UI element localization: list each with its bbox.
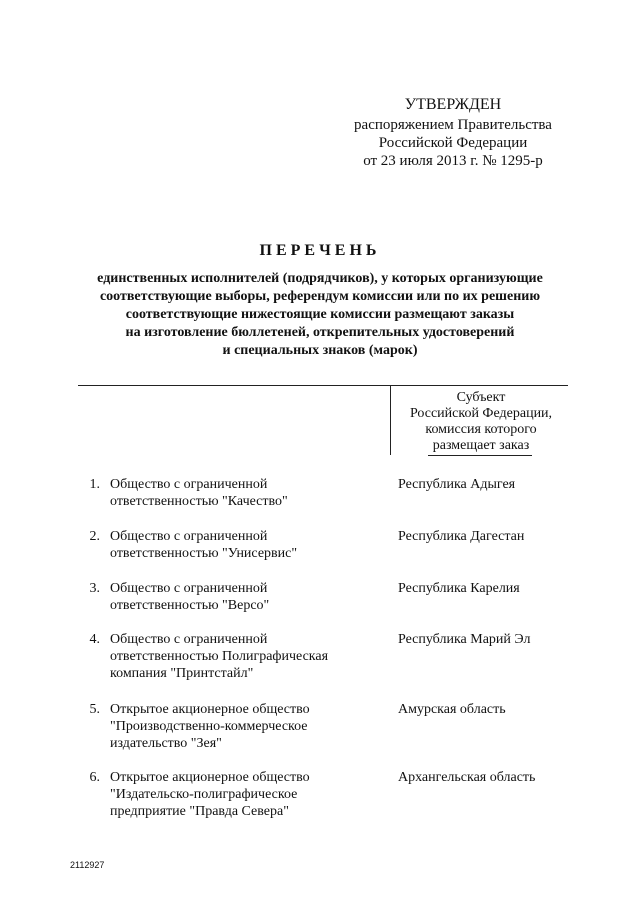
organization-line: Общество с ограниченной (110, 477, 268, 492)
approval-line-2: Российской Федерации (378, 135, 528, 151)
row-number: 3. (89, 581, 100, 596)
organization-name (110, 476, 385, 510)
table-column-divider (390, 385, 391, 455)
subtitle-line: соответствующие выборы, референдум комиссии или по их решению (99, 289, 541, 304)
subject-name: Республика Марий Эл (398, 632, 531, 647)
subtitle-line: и специальных знаков (марок) (222, 343, 418, 358)
subject-name: Амурская область (398, 702, 506, 717)
approval-block (330, 96, 576, 170)
row-number: 1. (89, 477, 100, 492)
column-header-line: размещает заказ (432, 438, 530, 453)
approval-line-1: распоряжением Правительства (354, 117, 552, 133)
organization-line: ответственностью Полиграфическая (110, 649, 329, 664)
subject-name: Архангельская область (398, 770, 536, 785)
organization-name (110, 528, 385, 562)
document-title: ПЕРЕЧЕНЬ (259, 242, 381, 259)
column-header-line: Российской Федерации, (409, 406, 553, 421)
organization-name (110, 769, 385, 820)
column-header-line: Субъект (456, 390, 506, 405)
row-number: 5. (89, 702, 100, 717)
subject-name: Республика Карелия (398, 581, 520, 596)
organization-line: Открытое акционерное общество (110, 702, 310, 717)
subject-name: Республика Адыгея (398, 477, 516, 492)
organization-line: Открытое акционерное общество (110, 770, 310, 785)
subtitle-line: на изготовление бюллетеней, открепительных удостоверений (125, 325, 515, 340)
organization-line: "Издательско-полиграфическое (110, 787, 298, 802)
row-number: 6. (89, 770, 100, 785)
organization-line: компания "Принтстайл" (110, 666, 254, 681)
organization-line: "Производственно-коммерческое (110, 719, 308, 734)
subject-column-header (393, 390, 569, 454)
organization-line: ответственностью "Качество" (110, 494, 288, 509)
table-top-rule (78, 385, 568, 386)
column-header-line: комиссия которого (425, 422, 537, 437)
header-underline (428, 455, 532, 456)
subtitle-line: соответствующие нижестоящие комиссии размещают заказы (125, 307, 515, 322)
organization-line: Общество с ограниченной (110, 632, 268, 647)
document-number: 2112927 (70, 860, 105, 870)
organization-line: издательство "Зея" (110, 736, 222, 751)
organization-line: Общество с ограниченной (110, 529, 268, 544)
document-subtitle (70, 270, 570, 360)
organization-name (110, 631, 385, 682)
subtitle-line: единственных исполнителей (подрядчиков), у которых организующие (97, 271, 543, 286)
row-number: 4. (89, 632, 100, 647)
approval-line-3: от 23 июля 2013 г. № 1295-р (363, 153, 543, 169)
row-number: 2. (89, 529, 100, 544)
organization-name (110, 701, 385, 752)
organization-name (110, 580, 385, 614)
organization-line: ответственностью "Унисервис" (110, 546, 298, 561)
organization-line: предприятие "Правда Севера" (110, 804, 289, 819)
organization-line: ответственностью "Версо" (110, 598, 270, 613)
approval-heading: УТВЕРЖДЕН (404, 96, 502, 113)
subject-name: Республика Дагестан (398, 529, 525, 544)
organization-line: Общество с ограниченной (110, 581, 268, 596)
